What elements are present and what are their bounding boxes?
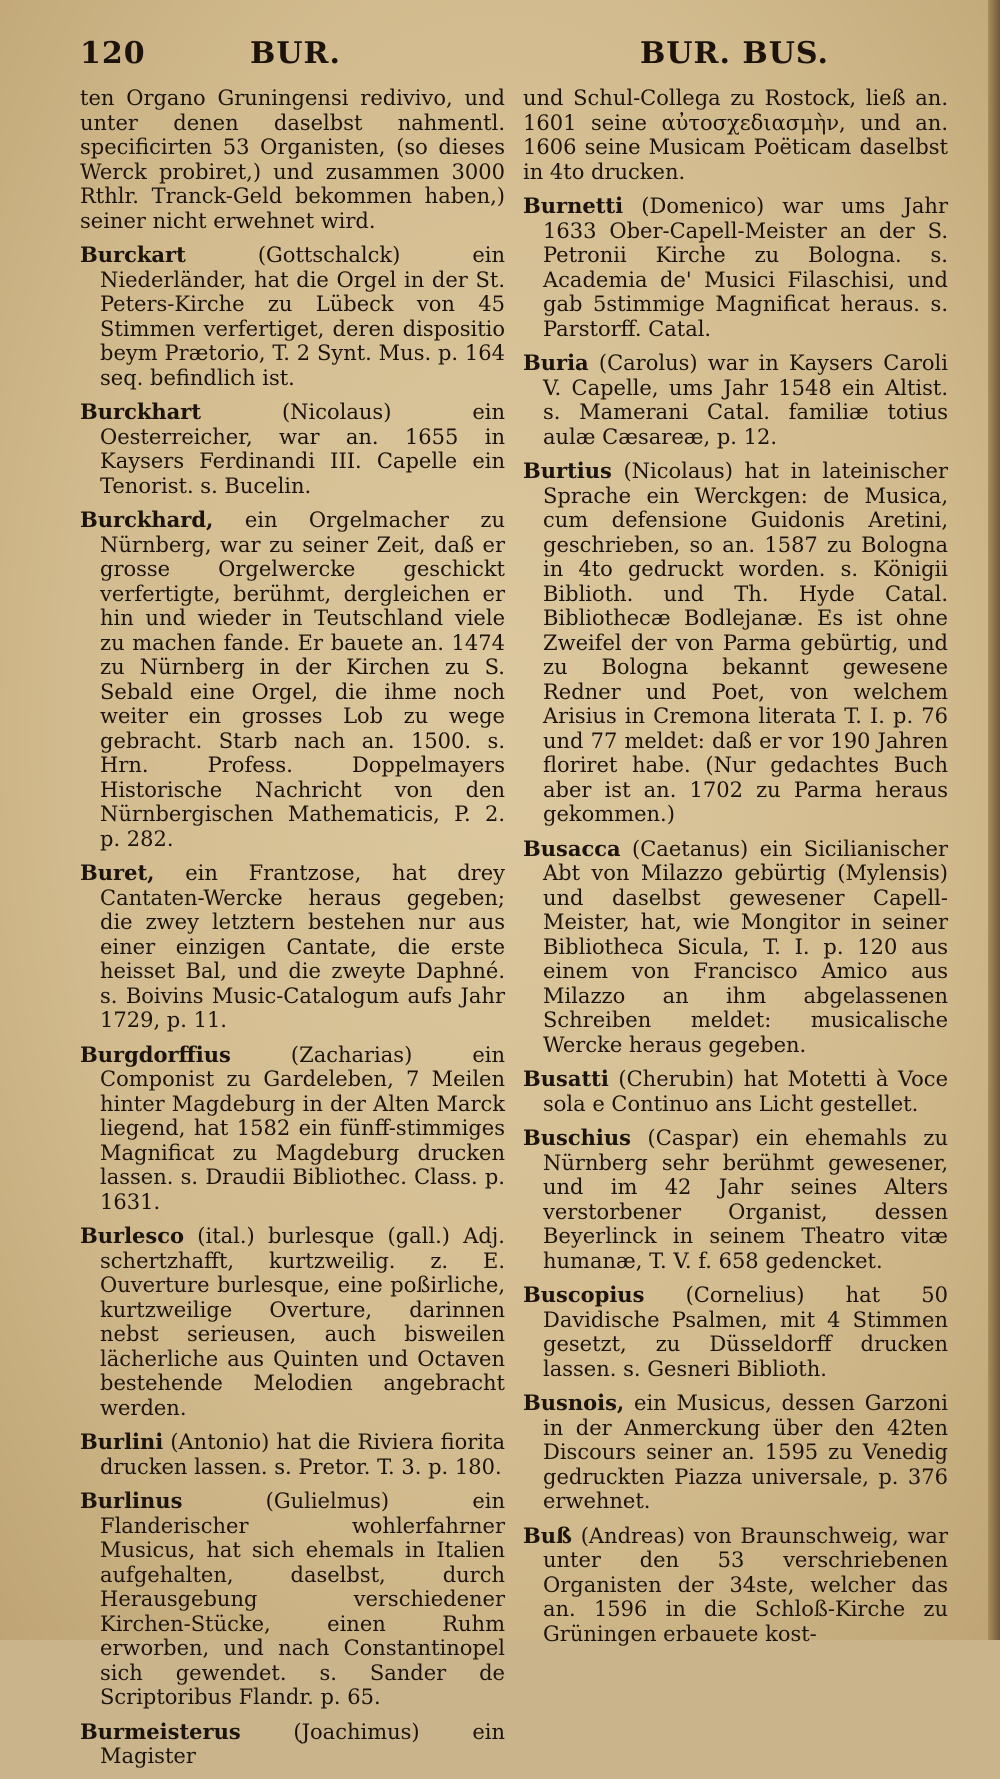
entry-headword: Busatti [523, 1066, 609, 1091]
entry-text: (Nicolaus) ein Oesterreicher, war an. 1655 in Kaysers Ferdinandi III. Capelle ein Tenorist. s. Bucelin. [100, 400, 505, 498]
entry-text: ein Frantzose, hat drey Cantaten-Wercke heraus gegeben; die zwey letztern bestehen nur aus einer einzigen Cantate, die erste heisset Bal, und die zweyte Daphné. s. Boivins Music-Catalogum aufs Jahr 1729, p. 11. [100, 861, 505, 1032]
entry-text: (ital.) burlesque (gall.) Adj. schertzhafft, kurtzweilig. z. E. Ouverture burlesque, eine poßirliche, kurtzweilige Overture, darinnen nebst serieusen, auch bisweilen lächerliche aus Quinten und Octaven bestehende Melodien angebracht werden. [100, 1224, 505, 1420]
entry-text: (Caspar) ein ehemahls zu Nürnberg sehr berühmt gewesener, und im 42 Jahr seines Alters verstorbener Organist, dessen Beyerlinck in seinem Theatro vitæ humanæ, T. V. f. 658 gedencket. [543, 1126, 948, 1273]
entry-headword: Burlini [80, 1429, 164, 1454]
entry-text: (Joachimus) ein Magister [100, 1719, 505, 1768]
entry-headword: Burlesco [80, 1223, 185, 1248]
entry-headword: Burgdorffius [80, 1041, 231, 1067]
dictionary-entry [80, 1720, 505, 1769]
running-header [80, 26, 940, 80]
left-column [80, 86, 505, 1779]
dictionary-entry [80, 243, 505, 390]
dictionary-entry [80, 1224, 505, 1420]
right-running-title: BUR. BUS. [640, 36, 829, 71]
entry-headword: Busacca [523, 835, 621, 861]
entry-text: (Andreas) von Braunschweig, war unter den 53 verschriebenen Organisten der 34ste, welcher das an. 1596 in die Schloß-Kirche zu Grüningen erbauete kost- [543, 1523, 948, 1646]
entry-text: (Gottschalck) ein Niederländer, hat die Orgel in der St. Peters-Kirche zu Lübeck von 45 Stimmen verfertiget, deren dispositio beym Prætorio, T. 2 Synt. Mus. p. 164 seq. befindlich ist. [100, 243, 505, 390]
entry-headword: Burckhard, [80, 507, 214, 532]
dictionary-entry [80, 86, 505, 233]
dictionary-entry [80, 861, 505, 1033]
dictionary-entry [523, 86, 948, 184]
entry-text: (Caetanus) ein Sicilianischer Abt von Milazzo gebürtig (Mylensis) und daselbst gewesener Capell-Meister, hat, wie Mongitor in seiner Bibliotheca Sicula, T. I. p. 120 aus einem von Francisco Amico aus Milazzo an ihm abgelassenen Schreiben meldet: musicalische Wercke heraus gegeben. [543, 836, 948, 1057]
dictionary-entry [523, 1067, 948, 1116]
dictionary-entry [523, 837, 948, 1058]
entry-headword: Busnois, [523, 1390, 625, 1415]
entry-headword: Buret, [80, 860, 155, 885]
dictionary-entry [523, 194, 948, 341]
dictionary-entry [80, 1430, 505, 1479]
dictionary-entry [523, 1524, 948, 1647]
entry-headword: Buß [523, 1522, 572, 1548]
entry-headword: Burckart [80, 242, 186, 267]
entry-text: (Cornelius) hat 50 Davidische Psalmen, mit 4 Stimmen gesetzt, zu Düsseldorff drucken lassen. s. Gesneri Biblioth. [543, 1283, 948, 1381]
entry-text: (Gulielmus) ein Flanderischer wohlerfahrner Musicus, hat sich ehemals in Italien aufgehalten, daselbst, durch Herausgebung verschiedener Kirchen-Stücke, einen Ruhm erworben, und nach Constantinopel sich gewendet. s. Sander de Scriptoribus Flandr. p. 65. [100, 1489, 505, 1709]
entry-text: und Schul-Collega zu Rostock, ließ an. 1601 seine αὐτοσχεδιασμὴν, und an. 1606 seine Musicam Poëticam daselbst in 4to drucken. [523, 86, 948, 184]
entry-text: (Cherubin) hat Motetti à Voce sola e Continuo ans Licht gestellet. [543, 1067, 948, 1116]
entry-headword: Burnetti [523, 193, 624, 218]
entry-text: (Nicolaus) hat in lateinischer Sprache ein Werckgen: de Musica, cum defensione Guidonis Aretini, geschrieben, so an. 1587 zu Bologna in 4to gedruckt worden. s. Königii Biblioth. und Th. Hyde Catal. Bibliothecæ Bodlejanæ. Es ist ohne Zweifel der von Parma gebürtig, und zu Bologna bekannt gewesene Redner und Poet, von welchem Arisius in Cremona literata T. I. p. 76 und 77 meldet: daß er vor 190 Jahren floriret habe. (Nur gedachtes Buch aber ist an. 1702 zu Parma heraus gekommen.) [543, 459, 948, 826]
entry-text: (Zacharias) ein Componist zu Gardeleben, 7 Meilen hinter Magdeburg in der Alten Marck liegend, hat 1582 ein fünff-stimmiges Magnificat zu Magdeburg drucken lassen. s. Draudii Bibliothec. Class. p. 1631. [100, 1042, 505, 1214]
dictionary-entry [523, 459, 948, 827]
dictionary-entry [523, 1126, 948, 1273]
entry-text: ten Organo Gruningensi redivivo, und unter denen daselbst nahmentl. specificirten 53 Organisten, (so dieses Werck probiret,) und zusammen 3000 Rthlr. Tranck-Geld bekommen haben,) seiner nicht erwehnet wird. [80, 86, 505, 233]
entry-text: (Antonio) hat die Riviera fiorita drucken lassen. s. Pretor. T. 3. p. 180. [100, 1430, 505, 1479]
dictionary-entry [80, 1043, 505, 1215]
right-column [523, 86, 948, 1656]
dictionary-entry [80, 1489, 505, 1710]
entry-text: (Carolus) war in Kaysers Caroli V. Capelle, ums Jahr 1548 ein Altist. s. Mamerani Catal. familiæ totius aulæ Cæsareæ, p. 12. [543, 351, 948, 449]
dictionary-entry [80, 400, 505, 498]
page-edge-shadow [988, 0, 1000, 1640]
entry-headword: Buria [523, 350, 589, 375]
dictionary-entry [523, 1283, 948, 1381]
entry-text: (Domenico) war ums Jahr 1633 Ober-Capell-Meister an der S. Petronii Kirche zu Bologna. s. Academia de' Musici Filaschisi, und gab 5stimmige Magnificat heraus. s. Parstorff. Catal. [543, 194, 948, 341]
dictionary-entry [80, 508, 505, 851]
entry-headword: Burtius [523, 458, 612, 483]
dictionary-entry [523, 1391, 948, 1514]
entry-text: ein Orgelmacher zu Nürnberg, war zu seiner Zeit, daß er grosse Orgelwercke geschickt verfertigte, berühmt, dergleichen er hin und wieder in Teutschland viele zu machen fande. Er bauete an. 1474 zu Nürnberg in der Kirchen zu S. Sebald eine Orgel, die ihme noch weiter ein grosses Lob zu wege gebracht. Starb nach an. 1500. s. Hrn. Profess. Doppelmayers Historische Nachricht von den Nürnbergischen Mathematicis, P. 2. p. 282. [100, 508, 505, 851]
entry-text: ein Musicus, dessen Garzoni in der Anmerckung über den 42ten Discours seiner an. 1595 zu Venedig gedruckten Piazza universale, p. 376 erwehnet. [543, 1391, 948, 1513]
entry-headword: Buschius [523, 1125, 631, 1150]
entry-headword: Burmeisterus [80, 1718, 241, 1744]
entry-headword: Burlinus [80, 1488, 183, 1513]
entry-headword: Burckhart [80, 399, 202, 424]
left-running-title: BUR. [250, 36, 341, 71]
page-number: 120 [80, 36, 146, 71]
dictionary-entry [523, 351, 948, 449]
entry-headword: Buscopius [523, 1282, 645, 1307]
